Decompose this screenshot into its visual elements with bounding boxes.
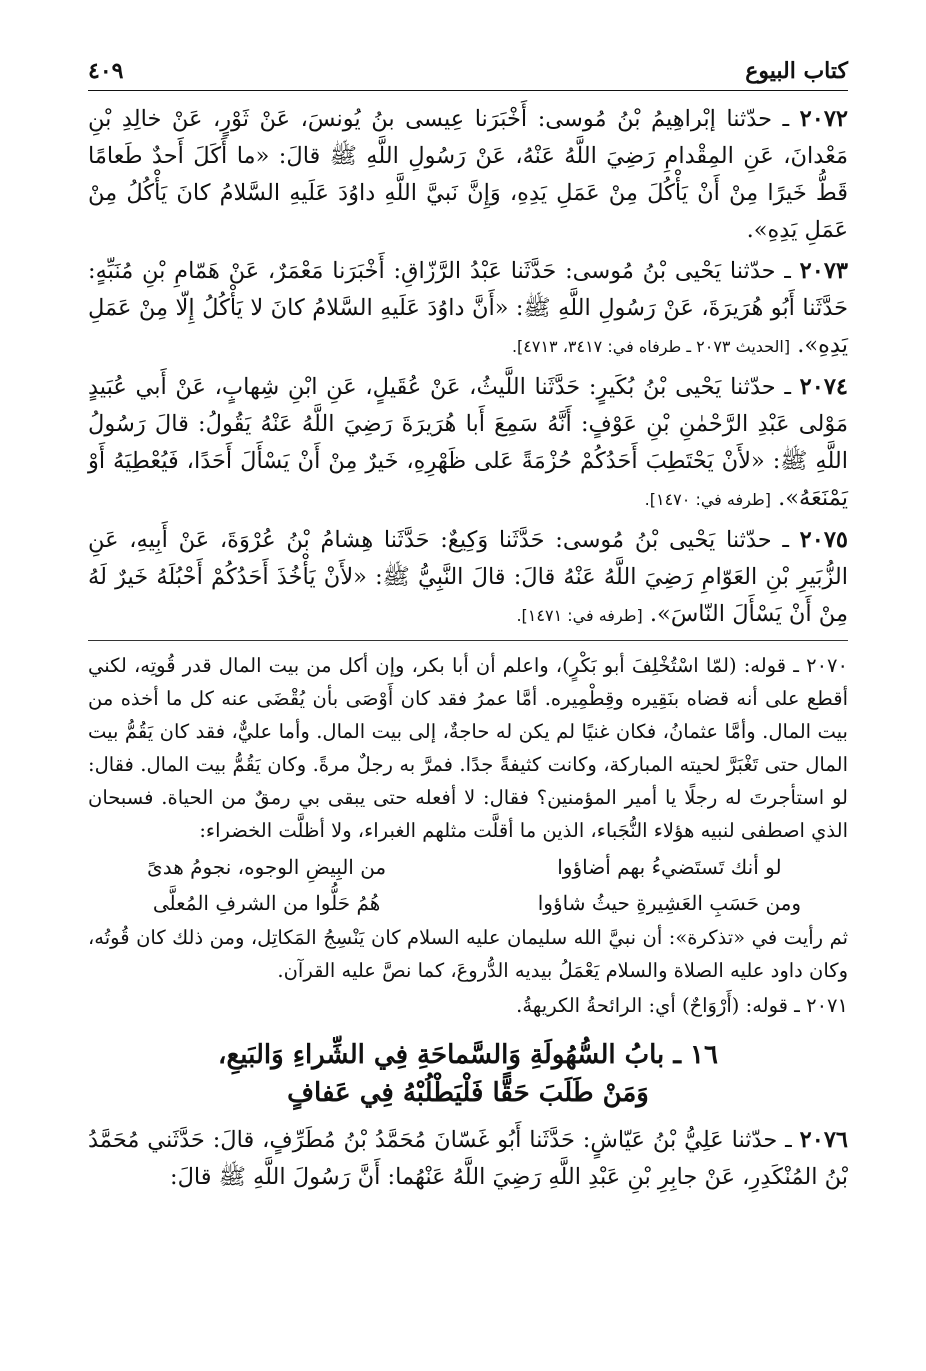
verse-first-hemistich: لو أنك تَستَضيءُ بهم أضاؤوا [557,855,782,879]
hadith-text: حدّثنا يَحْيى بْنُ مُوسى: حَدَّثَنا وَكِيعٌ: حَدَّثَنا هِشامُ بْنُ عُرْوَةَ، عَنْ أَبِيهِ، عَنِ الزُّبَيرِ بْنِ العَوّامِ رَضِيَ اللَّهُ عَنْهُ قالَ: قالَ النَّبِيُّ ﷺ: «لأَنْ يَأْخُذَ أَحَدُكُمْ أَحْبُلَهُ خَيرٌ لَهُ مِنْ أَنْ يَسْأَلَ النّاسَ». [88,527,848,627]
hadith-number: ٢٠٧٤ [799,374,848,400]
poem-verse [88,849,848,885]
hadith-2076: ٢٠٧٦ ـ حدّثنا عَلِيُّ بْنُ عَيّاشٍ: حَدَّثَنا أَبُو غَسّانَ مُحَمَّدُ بْنُ مُطَرِّفٍ، قالَ: حَدَّثَني مُحَمَّدُ بْنُ المُنْكَدِرِ، عَنْ جابِرِ بْنِ عَبْدِ اللَّهِ رَضِيَ اللَّهُ عَنْهُما: أَنَّ رَسُولَ اللَّهِ ﷺ قالَ: [88,1127,848,1190]
commentary-paragraph: ٢٠٧١ ـ قوله: (أَرْوَاحٌ) أي: الرائحةُ الكريهةُ. [516,994,848,1017]
chapter-heading-line: ١٦ ـ بابُ السُّهُولَةِ وَالسَّماحَةِ فِي الشِّراءِ وَالبَيعِ، [218,1040,718,1070]
commentary-paragraph: ثم رأيت في «تذكرة»: أن نبيَّ الله سليمان عليه السلام كان يَنْسِجُ المَكاتِل، ومن ذلك كان قُوتُه، وكان داود عليه الصلاة والسلام يَعْمَلُ بيديه الدُّروعَ، كما نصَّ عليه القرآن. [88,926,848,982]
commentary-paragraph: ٢٠٧٠ ـ قوله: (لمّا اسْتُخْلِفَ أبو بَكْرٍ)، واعلم أن أبا بكر، وإن أكل من بيت المال قدر قُوتِه، لكني أقطع على أنه قضاه بنَقِيره وقِطْمِيره. أمَّا عمرُ فقد كان أَوْصَى بأن يُقْضَى عنه كل ما أخذه من بيت المال. وأمَّا عثمانُ، فكان غنيًا لم يكن له حاجةٌ، إلى بيت المال. وأما عليٌّ، فقد كان يَقُمُّ بيت المال حتى تَغْبَرَّ لحيته المباركة، وكانت كثيفةً جدًا. فمرَّ به رجلٌ مرةً. وكان يَقُمُّ بيت المال. فقال: لو استأجرتَ له رجلًا يا أمير المؤمنين؟ فقال: لا أفعله حتى يبقى بي رمقٌ من الحياة. فسبحان الذي اصطفى لنبيه هؤلاء النُّجَباء، الذين ما أقلَّت مثلهم الغبراء، ولا أظلَّت الخضراء: [88,654,848,842]
hadith-number: ٢٠٧٢ [799,106,848,132]
hadith-2075: ٢٠٧٥ ـ حدّثنا يَحْيى بْنُ مُوسى: حَدَّثَنا وَكِيعٌ: حَدَّثَنا هِشامُ بْنُ عُرْوَةَ، عَنْ أَبِيهِ، عَنِ الزُّبَيرِ بْنِ العَوّامِ رَضِيَ اللَّهُ عَنْهُ قالَ: قالَ النَّبِيُّ ﷺ: «لأَنْ يَأْخُذَ أَحَدُكُمْ أَحْبُلَهُ خَيرٌ لَهُ مِنْ أَنْ يَسْأَلَ النّاسَ». [طرفه في: ١٤٧١]. [88,527,848,627]
hadith-number: ٢٠٧٥ [799,527,848,553]
hadith-number: ٢٠٧٦ [799,1127,848,1153]
hadith-text: حدّثنا يَحْيى بْنُ بُكَيرٍ: حَدَّثَنا اللَّيثُ، عَنْ عُقَيلٍ، عَنِ ابْنِ شِهابٍ، عَنْ أَبي عُبَيدٍ مَوْلى عَبْدِ الرَّحْمٰنِ بْنِ عَوْفٍ: أَنَّهُ سَمِعَ أَبا هُرَيرَةَ رَضِيَ اللَّهُ عَنْهُ يَقُولُ: قالَ رَسُولُ اللَّهِ ﷺ: «لأَنْ يَحْتَطِبَ أَحَدُكُمْ حُزْمَةً عَلى ظَهْرِهِ، خَيرٌ مِنْ أَنْ يَسْأَلَ أَحَدًا، فَيُعْطِيَهُ أَوْ يَمْنَعَهُ». [88,374,848,511]
poem-verse [88,885,848,921]
hadith-2072: ٢٠٧٢ ـ حدّثنا إبْراهِيمُ بْنُ مُوسى: أَخْبَرَنا عِيسى بنُ يُونسَ، عَنْ ثَوْرٍ، عَنْ خالِدِ بْنِ مَعْدانَ، عَنِ المِقْدامِ رَضِيَ اللَّهُ عَنْهُ، عَنْ رَسُولِ اللَّهِ ﷺ قالَ: «ما أَكَلَ أَحدٌ طَعامًا قَطُّ خَيرًا مِنْ أَنْ يَأْكُلَ مِنْ عَمَلِ يَدِهِ، وَإِنَّ نَبيَّ اللَّهِ داوُدَ عَلَيهِ السَّلامُ كانَ يَأْكُلُ مِنْ عَمَلِ يَدِهِ». [88,106,848,243]
section-divider [88,640,848,641]
hadith-text: حدّثنا يَحْيى بْنُ مُوسى: حَدَّثَنا عَبْدُ الرَّزّاقِ: أَخْبَرَنا مَعْمَرٌ، عَنْ هَمّامِ بْنِ مُنَبِّهٍ: حَدَّثَنا أَبُو هُرَيرَةَ، عَنْ رَسُولِ اللَّهِ ﷺ: «أَنَّ داوُدَ عَلَيهِ السَّلامُ كانَ لا يَأْكُلُ إِلّا مِنْ عَمَلِ يَدِهِ». [88,258,848,358]
hadith-2074: ٢٠٧٤ ـ حدّثنا يَحْيى بْنُ بُكَيرٍ: حَدَّثَنا اللَّيثُ، عَنْ عُقَيلٍ، عَنِ ابْنِ شِهابٍ، عَنْ أَبي عُبَيدٍ مَوْلى عَبْدِ الرَّحْمٰنِ بْنِ عَوْفٍ: أَنَّهُ سَمِعَ أَبا هُرَيرَةَ رَضِيَ اللَّهُ عَنْهُ يَقُولُ: قالَ رَسُولُ اللَّهِ ﷺ: «لأَنْ يَحْتَطِبَ أَحَدُكُمْ حُزْمَةً عَلى ظَهْرِهِ، خَيرٌ مِنْ أَنْ يَسْأَلَ أَحَدًا، فَيُعْطِيَهُ أَوْ يَمْنَعَهُ». [طرفه في: ١٤٧٠]. [88,374,848,511]
verse-second-hemistich: من البِيضِ الوجوه، نجومُ هدىً [147,855,387,879]
verse-first-hemistich: ومن حَسَبِ العَشِيرةِ حيثُ شاؤوا [537,891,802,915]
hadith-reference: [الحديث ٢٠٧٣ ـ طرفاه في: ٣٤١٧، ٤٧١٣]. [511,337,791,356]
book-title: كتاب البيوع [745,58,848,84]
hadith-number: ٢٠٧٣ [799,258,848,284]
page-header [88,58,848,90]
page-number: ٤٠٩ [88,58,124,84]
chapter-heading [88,1036,848,1112]
hadith-text: حدّثنا عَلِيُّ بْنُ عَيّاشٍ: حَدَّثَنا أَبُو غَسّانَ مُحَمَّدُ بْنُ مُطَرِّفٍ، قالَ: حَدَّثَني مُحَمَّدُ بْنُ المُنْكَدِرِ، عَنْ جابِرِ بْنِ عَبْدِ اللَّهِ رَضِيَ اللَّهُ عَنْهُما: أَنَّ رَسُولَ اللَّهِ ﷺ قالَ: [88,1127,848,1190]
hadith-2073: ٢٠٧٣ ـ حدّثنا يَحْيى بْنُ مُوسى: حَدَّثَنا عَبْدُ الرَّزّاقِ: أَخْبَرَنا مَعْمَرٌ، عَنْ هَمّامِ بْنِ مُنَبِّهٍ: حَدَّثَنا أَبُو هُرَيرَةَ، عَنْ رَسُولِ اللَّهِ ﷺ: «أَنَّ داوُدَ عَلَيهِ السَّلامُ كانَ لا يَأْكُلُ إِلّا مِنْ عَمَلِ يَدِهِ». [الحديث ٢٠٧٣ ـ طرفاه في: ٣٤١٧، ٤٧١٣]. [88,258,848,358]
hadith-text: حدّثنا إبْراهِيمُ بْنُ مُوسى: أَخْبَرَنا عِيسى بنُ يُونسَ، عَنْ ثَوْرٍ، عَنْ خالِدِ بْنِ مَعْدانَ، عَنِ المِقْدامِ رَضِيَ اللَّهُ عَنْهُ، عَنْ رَسُولِ اللَّهِ ﷺ قالَ: «ما أَكَلَ أَحدٌ طَعامًا قَطُّ خَيرًا مِنْ أَنْ يَأْكُلَ مِنْ عَمَلِ يَدِهِ، وَإِنَّ نَبيَّ اللَّهِ داوُدَ عَلَيهِ السَّلامُ كانَ يَأْكُلُ مِنْ عَمَلِ يَدِهِ». [88,106,848,243]
verse-second-hemistich: هُمُ حَلُّوا من الشرفِ المُعلَّى [152,891,381,915]
hadith-reference: [طرفه في: ١٤٧١]. [516,606,643,625]
hadith-reference: [طرفه في: ١٤٧٠]. [644,490,771,509]
chapter-heading-line: وَمَنْ طَلَبَ حَقًّا فَلْيَطْلُبْهُ فِي عَفافٍ [287,1078,649,1108]
header-rule [88,90,848,91]
